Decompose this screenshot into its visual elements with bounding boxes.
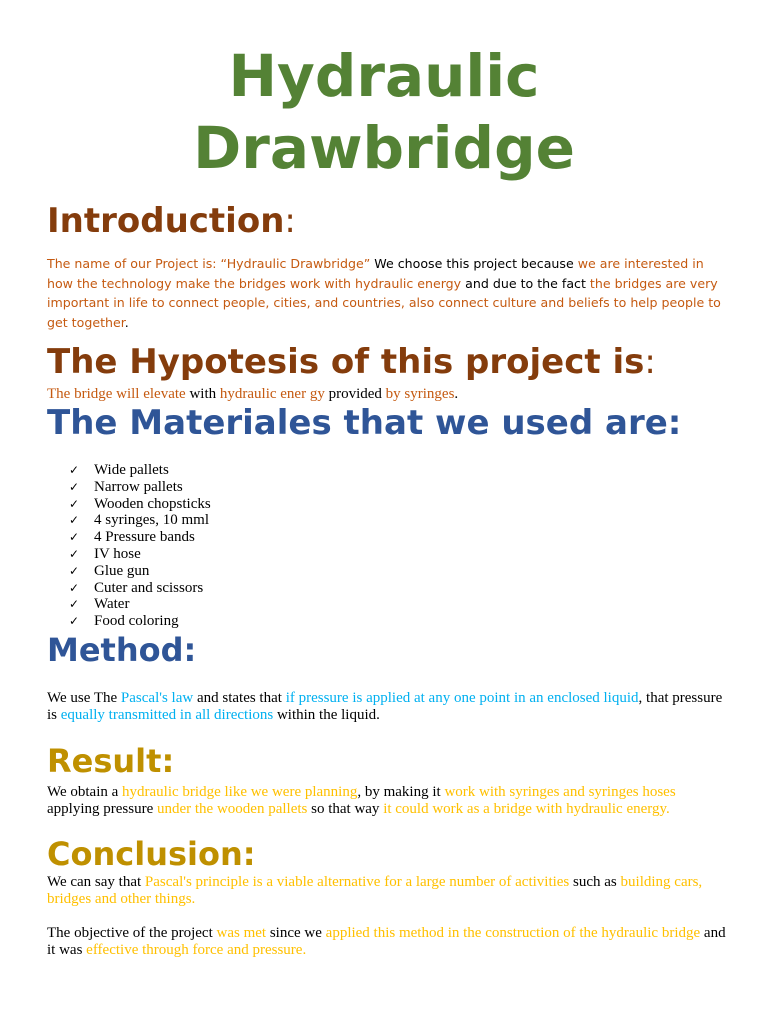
text-segment: it could work as a bridge with hydraulic energy. — [383, 801, 670, 817]
text-segment: if pressure is applied at any one point in an enclosed liquid — [285, 690, 639, 706]
text-segment: and due to the fact — [461, 275, 590, 291]
material-item-label: Glue gun — [94, 562, 150, 579]
material-item — [47, 462, 447, 479]
text-segment: hydraulic ener gy — [219, 386, 325, 402]
materials-list — [47, 462, 447, 630]
material-item-label: IV hose — [94, 545, 141, 562]
checkmark-icon: ✓ — [69, 546, 80, 561]
material-item — [47, 512, 447, 529]
material-item — [47, 613, 447, 630]
checkmark-icon: ✓ — [69, 513, 80, 528]
text-segment: was met — [216, 925, 267, 941]
title-line-1: Hydraulic — [228, 42, 540, 110]
checkmark-icon: ✓ — [69, 597, 80, 612]
text-segment: we are interested in how the technology make the bridges work with hydraulic energy — [47, 256, 704, 291]
text-segment: so that way — [307, 801, 384, 817]
text-segment: applied this method in the construction of the hydraulic bridge — [325, 925, 701, 941]
material-item-label: Food coloring — [94, 613, 179, 630]
text-segment: . — [454, 386, 459, 402]
material-item-label: Water — [94, 596, 130, 613]
text-segment: , by making it — [357, 784, 445, 800]
checkmark-icon: ✓ — [69, 463, 80, 477]
checkmark-icon: ✓ — [69, 580, 80, 595]
document-title — [0, 40, 768, 184]
text-segment: and states that — [196, 690, 286, 706]
material-item — [47, 479, 447, 496]
materials-heading: The Materiales that we used are: — [47, 403, 682, 443]
text-segment: We obtain a — [47, 784, 123, 800]
text-segment: We use The — [47, 690, 121, 706]
material-item-label: Narrow pallets — [94, 478, 183, 495]
text-segment: since we — [266, 925, 326, 941]
text-segment: hydraulic bridge like we were planning — [122, 784, 358, 800]
text-segment: such as — [569, 874, 621, 890]
text-segment: The bridge will elevate — [47, 386, 186, 402]
conclusion-paragraph-2 — [47, 925, 727, 959]
material-item — [47, 596, 447, 613]
text-segment: , that pressure is — [47, 690, 723, 723]
material-item-label: Wide pallets — [94, 462, 169, 478]
text-segment: Pascal's law — [120, 690, 197, 706]
text-segment: under the wooden pallets — [156, 801, 308, 817]
text-segment: The name of our Project is: “Hydraulic Drawbridge” — [47, 256, 371, 271]
text-segment: provided — [324, 386, 386, 402]
text-segment: building cars, bridges and other things. — [47, 874, 703, 907]
material-item — [47, 529, 447, 546]
text-segment: Pascal's principle is a viable alternative for a large number of activities — [144, 874, 570, 890]
checkmark-icon: ✓ — [69, 563, 80, 578]
hypothesis-heading: The Hypotesis of this project is: — [47, 342, 656, 382]
checkmark-icon: ✓ — [69, 479, 80, 494]
text-segment: equally transmitted in all directions — [60, 707, 274, 723]
material-item-label: 4 Pressure bands — [94, 529, 195, 546]
material-item — [47, 546, 447, 563]
material-item — [47, 496, 447, 513]
result-heading: Result: — [47, 742, 175, 780]
material-item-label: Cuter and scissors — [94, 579, 204, 596]
text-segment: by syringes — [385, 386, 455, 402]
material-item — [47, 563, 447, 580]
checkmark-icon: ✓ — [69, 614, 80, 629]
text-segment: the bridges are very important in life to connect people, cities, and countries, also connect culture and beliefs to help people to get together — [47, 275, 721, 330]
result-paragraph — [47, 784, 727, 818]
text-segment: effective through force and pressure. — [86, 942, 307, 958]
text-segment: with — [185, 386, 220, 402]
material-item-label: 4 syringes, 10 mml — [94, 512, 209, 529]
text-segment: We can say that — [47, 874, 145, 890]
method-paragraph — [47, 690, 727, 724]
material-item-label: Wooden chopsticks — [94, 495, 211, 512]
text-segment: . — [124, 314, 129, 330]
checkmark-icon: ✓ — [69, 530, 80, 545]
introduction-heading: Introduction: — [47, 201, 296, 241]
text-segment: within the liquid. — [273, 707, 380, 723]
text-segment: The objective of the project — [47, 925, 217, 941]
material-item — [47, 580, 447, 597]
method-heading: Method: — [47, 631, 197, 669]
text-segment: applying pressure — [47, 801, 157, 817]
checkmark-icon: ✓ — [69, 496, 80, 511]
text-segment: work with syringes and syringes hoses — [444, 784, 676, 800]
text-segment: and it was — [47, 925, 726, 958]
title-line-2: Drawbridge — [193, 114, 575, 182]
conclusion-paragraph-1 — [47, 874, 727, 908]
text-segment: We choose this project because — [370, 256, 578, 271]
conclusion-heading: Conclusion: — [47, 835, 256, 873]
introduction-paragraph — [47, 254, 727, 332]
